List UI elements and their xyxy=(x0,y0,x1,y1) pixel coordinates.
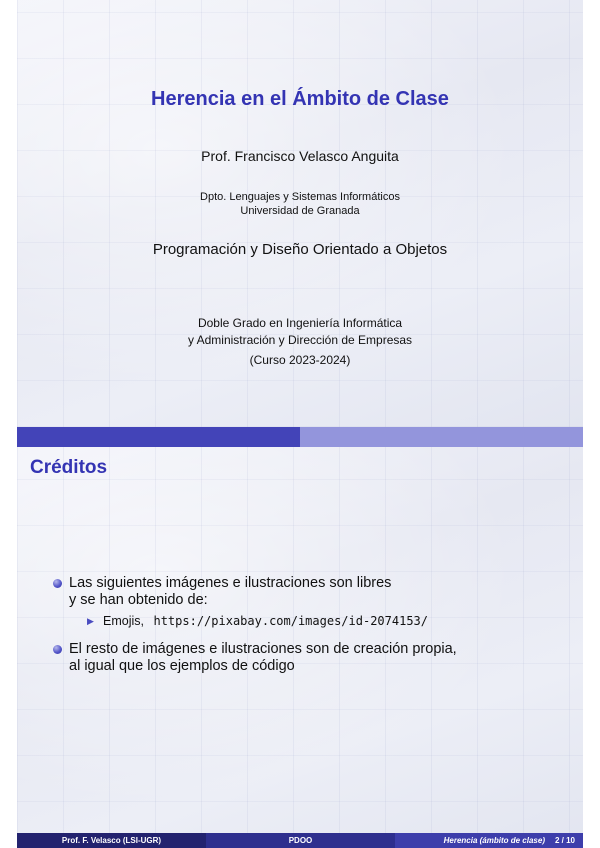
footer-author: Prof. F. Velasco (LSI-UGR) xyxy=(17,833,206,848)
university: Universidad de Granada xyxy=(240,205,360,217)
item-text: El resto de imágenes e ilustraciones son de creación propia, xyxy=(69,641,457,657)
header-bar xyxy=(17,427,583,447)
footer-course: PDOO xyxy=(206,833,395,848)
sub-list-item xyxy=(69,613,571,629)
presentation-title: Herencia en el Ámbito de Clase xyxy=(151,88,449,110)
credits-list xyxy=(51,575,571,683)
ball-bullet-icon xyxy=(53,645,62,654)
frame-title: Créditos xyxy=(30,457,108,478)
subitem-label: Emojis, xyxy=(103,614,144,628)
footer-right xyxy=(395,833,583,848)
ball-bullet-icon xyxy=(53,579,62,588)
source-url-link[interactable]: https://pixabay.com/images/id-2074153/ xyxy=(153,614,429,628)
degree-line-2: y Administración y Dirección de Empresas xyxy=(187,333,413,347)
institution xyxy=(17,190,583,218)
degree-line-1: Doble Grado en Ingeniería Informática xyxy=(197,316,403,330)
author-name: Prof. Francisco Velasco Anguita xyxy=(201,148,399,164)
department: Dpto. Lenguajes y Sistemas Informáticos xyxy=(200,191,400,203)
list-item xyxy=(51,641,571,675)
footer-title: Herencia (ámbito de clase) xyxy=(443,836,545,845)
footer-bar xyxy=(17,833,583,848)
item-text: y se han obtenido de: xyxy=(69,592,208,608)
header-bar-right xyxy=(300,427,583,447)
subject-name: Programación y Diseño Orientado a Objetos xyxy=(152,241,448,258)
item-text: al igual que los ejemplos de código xyxy=(69,658,295,674)
item-text: Las siguientes imágenes e ilustraciones son libres xyxy=(69,575,392,591)
page-number: 2 / 10 xyxy=(554,836,575,845)
list-item xyxy=(51,575,571,629)
title-slide xyxy=(17,0,583,427)
course-year: (Curso 2023-2024) xyxy=(249,353,351,367)
header-bar-left xyxy=(17,427,300,447)
credits-slide xyxy=(17,427,583,848)
degree-info xyxy=(17,315,583,369)
triangle-bullet-icon: ▶ xyxy=(87,616,94,626)
